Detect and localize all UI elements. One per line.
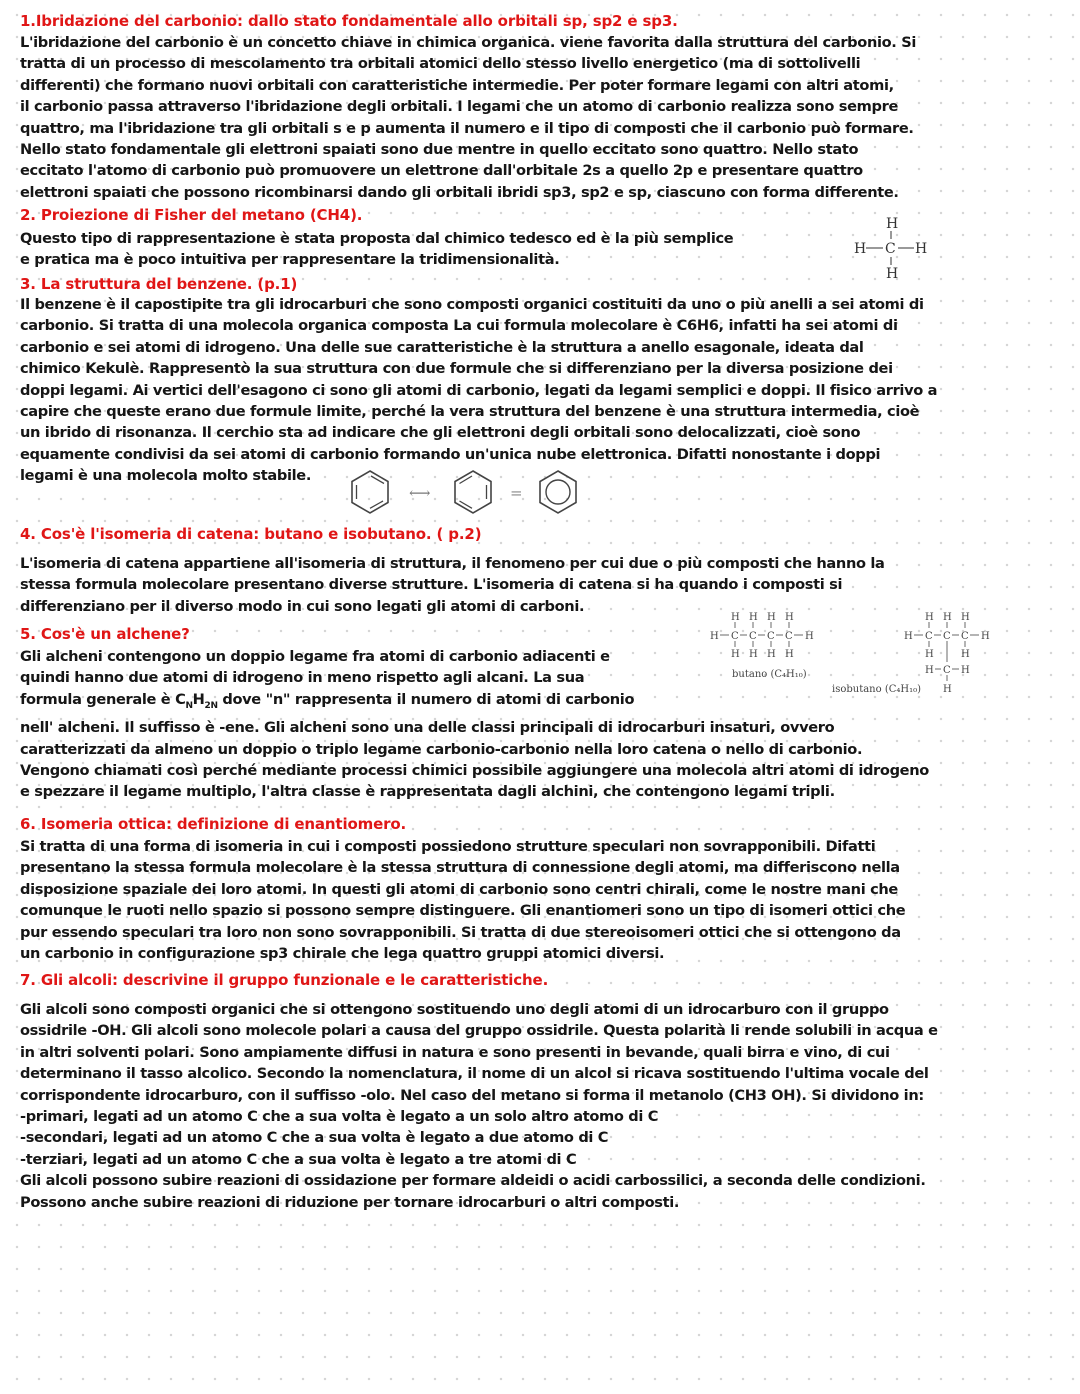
formula-2n: 2N [204, 700, 218, 711]
section-3-line: chimico Kekulè. Rappresentò la sua struttura con due formule che si differenziano per la diversa posizione dei [20, 360, 893, 378]
section-3-line: un ibrido di risonanza. Il cerchio sta ad indicare che gli elettroni degli orbitali sono delocalizzati, cioè sono [20, 424, 861, 442]
methane-fisher-projection [852, 212, 932, 284]
section-5-body [20, 646, 929, 803]
svg-text:H: H [943, 684, 952, 695]
section-7-line: determinano il tasso alcolico. Secondo la nomenclatura, il nome di un alcol si ricava sostituendo l'ultima vocale del [20, 1065, 929, 1083]
svg-text:H: H [925, 612, 934, 623]
delocalized-circle [546, 480, 570, 504]
section-5-line: caratterizzati da almeno un doppio o triplo legame carbonio-carbonio nella loro catena o nello di carbonio. [20, 740, 863, 758]
section-6-line: disposizione spaziale dei loro atomi. In questi gli atomi di carbonio sono centri chirali, come le nostre mani che [20, 880, 898, 898]
section-5-line: e spezzare il legame multiplo, l'altra classe è rappresentata dagli alchini, che contengono legami tripli. [20, 783, 835, 801]
formula-suffix: dove "n" rappresenta il numero di atomi di carbonio [217, 690, 635, 708]
section-1-line: quattro, ma l'ibridazione tra gli orbitali s e p aumenta il numero e il tipo di composti che il carbonio può formare. [20, 119, 914, 137]
section-3-line: legami è una molecola molto stabile. [20, 467, 312, 485]
section-1-line: Nello stato fondamentale gli elettroni spaiati sono due mentre in quello eccitato sono quattro. Nello stato [20, 141, 859, 159]
svg-text:H: H [961, 612, 970, 623]
section-4-title: 4. Cos'è l'isomeria di catena: butano e isobutano. ( p.2) [20, 525, 482, 543]
svg-text:H: H [710, 631, 719, 642]
svg-text:C: C [925, 631, 933, 642]
kekule-structure-1 [352, 471, 388, 513]
svg-text:C: C [943, 665, 951, 676]
svg-text:H: H [749, 612, 758, 623]
section-3-line: equamente condivisi da sei atomi di carbonio formando un'unica nube elettronica. Difatti nonostante i doppi [20, 445, 881, 463]
section-5-title: 5. Cos'è un alchene? [20, 625, 190, 643]
section-5-formula-line [20, 689, 929, 717]
section-2-line: Questo tipo di rappresentazione è stata proposta dal chimico tedesco ed è la più semplice [20, 230, 734, 247]
formula-h: H [192, 690, 205, 708]
section-3-body [20, 294, 937, 487]
svg-text:C: C [749, 631, 757, 642]
svg-text:H: H [785, 612, 794, 623]
section-4-body [20, 553, 885, 617]
section-7-line: ossidrile -OH. Gli alcoli sono molecole polari a causa del gruppo ossidrile. Questa polarità li rende solubili in acqua e [20, 1022, 938, 1040]
section-3-line: Il benzene è il capostipite tra gli idrocarburi che sono composti organici costituiti da uno o più anelli a sei atomi di [20, 296, 924, 313]
equals-sign: = [510, 484, 523, 502]
methane-h-top: H [886, 216, 899, 232]
svg-text:H: H [785, 649, 794, 660]
section-1-line: L'ibridazione del carbonio è un concetto chiave in chimica organica. viene favorita dalla struttura del carbonio. Si [20, 34, 917, 51]
section-5-line: Vengono chiamati così perché mediante processi chimici possibile aggiungere una molecola altri atomi di idrogeno [20, 761, 929, 779]
kekule-structure-2 [455, 471, 491, 513]
section-1-title: 1.Ibridazione del carbonio: dallo stato fondamentale allo orbitali sp, sp2 e sp3. [20, 12, 678, 30]
methane-h-right: H [915, 241, 928, 257]
section-3-line: carbonio. Si tratta di una molecola organica composta La cui formula molecolare è C6H6, infatti ha sei atomi di [20, 317, 898, 335]
section-6-line: Si tratta di una forma di isomeria in cui i composti possiedono strutture speculari non sovrapponibili. Difatti [20, 838, 876, 855]
section-6-title: 6. Isomeria ottica: definizione di enantiomero. [20, 815, 407, 833]
svg-text:H: H [749, 649, 758, 660]
section-6-line: comunque le ruoti nello spazio si possono sempre distinguere. Gli enantiomeri sono un tipo di isomeri ottici che [20, 902, 906, 920]
isobutane-label: isobutano (C₄H₁₀) [832, 684, 922, 695]
section-7-line: -terziari, legati ad un atomo C che a sua volta è legato a tre atomi di C [20, 1150, 577, 1168]
svg-text:H: H [961, 665, 970, 676]
section-7-line: Possono anche subire reazioni di riduzione per tornare idrocarburi o altri composti. [20, 1193, 680, 1211]
svg-text:H: H [731, 612, 740, 623]
methane-h-bottom: H [886, 266, 899, 282]
section-7-body [20, 999, 938, 1213]
svg-text:H: H [805, 631, 814, 642]
svg-text:H: H [981, 631, 990, 642]
section-7-line: -primari, legati ad un atomo C che a sua volta è legato a un solo altro atomo di C [20, 1108, 659, 1126]
section-3-line: carbonio e sei atomi di idrogeno. Una delle sue caratteristiche è la struttura a anello esagonale, ideata dal [20, 338, 864, 356]
formula-prefix: formula generale è [20, 690, 176, 708]
section-1-line: elettroni spaiati che possono ricombinarsi dando gli orbitali ibridi sp3, sp2 e sp, ciascuno con forma differente. [20, 183, 899, 201]
section-5-line: quindi hanno due atomi di idrogeno in meno rispetto agli alcani. La sua [20, 669, 585, 687]
section-1-line: differenti) che formano nuovi orbitali con caratteristiche intermedie. Per poter formare legami con altri atomi, [20, 76, 894, 94]
svg-text:C: C [961, 631, 969, 642]
svg-text:H: H [731, 649, 740, 660]
methane-h-left: H [854, 241, 867, 257]
benzene-hybrid-structure [540, 471, 576, 513]
section-1-body [20, 32, 916, 203]
section-1-line: tratta di un processo di mescolamento tra orbitali atomici dello stesso livello energetico (ma di sottolivelli [20, 55, 861, 73]
section-7-line: corrispondente idrocarburo, con il suffisso -olo. Nel caso del metano si forma il metanolo (CH3 OH). Si dividono in: [20, 1086, 924, 1104]
section-2-body [20, 228, 733, 271]
formula-n: N [185, 700, 193, 711]
resonance-arrow: ⟷ [409, 484, 431, 502]
section-7-line: -secondari, legati ad un atomo C che a sua volta è legato a due atomo di C [20, 1129, 609, 1147]
svg-text:H: H [925, 665, 934, 676]
svg-text:H: H [925, 649, 934, 660]
section-6-body [20, 836, 905, 964]
section-5-line: nell' alcheni. Il suffisso è -ene. Gli alcheni sono una delle classi principali di idrocarburi insaturi, ovvero [20, 719, 835, 737]
butane-label: butano (C₄H₁₀) [732, 669, 807, 680]
section-7-line: Gli alcoli sono composti organici che si ottengono sostituendo uno degli atomi di un idrocarburo con il gruppo [20, 1001, 889, 1018]
methane-c: C [885, 241, 896, 257]
svg-text:C: C [731, 631, 739, 642]
section-7-title: 7. Gli alcoli: descrivine il gruppo funzionale e le caratteristiche. [20, 971, 549, 989]
section-6-line: presentano la stessa formula molecolare è la stessa struttura di connessione degli atomi, ma differiscono nella [20, 859, 900, 877]
svg-text:H: H [961, 649, 970, 660]
section-3-line: capire che queste erano due formule limite, perché la vera struttura del benzene è una struttura intermedia, cioè [20, 403, 920, 421]
section-2-line: e pratica ma è poco intuitiva per rappresentare la tridimensionalità. [20, 251, 560, 269]
svg-text:H: H [767, 612, 776, 623]
svg-text:H: H [767, 649, 776, 660]
section-5-line: Gli alcheni contengono un doppio legame fra atomi di carbonio adiacenti e [20, 648, 610, 665]
svg-text:C: C [767, 631, 775, 642]
section-1-line: il carbonio passa attraverso l'ibridazione degli orbitali. I legami che un atomo di carbonio realizza sono sempre [20, 98, 898, 116]
section-2-title: 2. Proiezione di Fisher del metano (CH4). [20, 206, 363, 224]
section-6-line: un carbonio in configurazione sp3 chirale che lega quattro gruppi atomici diversi. [20, 945, 665, 963]
svg-text:H: H [904, 631, 913, 642]
section-4-line: stessa formula molecolare presentano diverse strutture. L'isomeria di catena si ha quando i composti si [20, 576, 843, 594]
benzene-resonance-diagram [338, 465, 598, 521]
svg-text:C: C [943, 631, 951, 642]
section-3-title: 3. La struttura del benzene. (p.1) [20, 275, 298, 293]
section-3-line: doppi legami. Ai vertici dell'esagono ci sono gli atomi di carbonio, legati da legami semplici e doppi. Il fisico arrivo a [20, 381, 938, 399]
formula-c: C [175, 690, 186, 708]
svg-text:C: C [785, 631, 793, 642]
section-7-line: in altri solventi polari. Sono ampiamente diffusi in natura e sono presenti in bevande, quali birra e vino, di cui [20, 1043, 890, 1061]
section-4-line: L'isomeria di catena appartiene all'isomeria di struttura, il fenomeno per cui due o più composti che hanno la [20, 555, 885, 572]
svg-text:H: H [943, 612, 952, 623]
section-4-line: differenziano per il diverso modo in cui sono legati gli atomi di carboni. [20, 597, 585, 615]
section-1-line: eccitato l'atomo di carbonio può promuovere un elettrone dall'orbitale 2s a quello 2p e presentare quattro [20, 162, 863, 180]
section-7-line: Gli alcoli possono subire reazioni di ossidazione per formare aldeidi o acidi carbossilici, a seconda delle condizioni. [20, 1172, 926, 1190]
section-6-line: pur essendo speculari tra loro non sono sovrapponibili. Si tratta di due stereoisomeri ottici che si ottengono da [20, 923, 901, 941]
